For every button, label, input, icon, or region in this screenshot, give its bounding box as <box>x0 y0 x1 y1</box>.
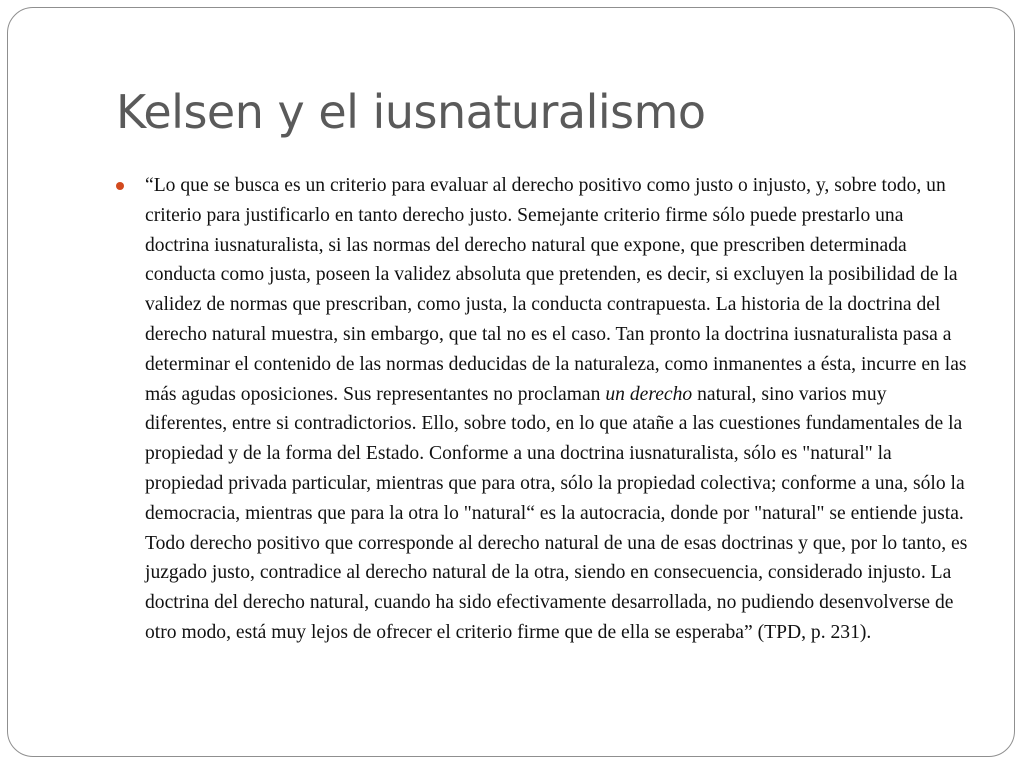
bullet-item <box>116 171 968 648</box>
bullet-dot-icon <box>116 182 124 190</box>
slide-title: Kelsen y el iusnaturalismo <box>116 85 706 139</box>
slide-frame <box>7 7 1015 757</box>
slide-content <box>116 171 968 648</box>
quote-text-start: “Lo que se busca es un criterio para evaluar al derecho positivo como justo o injusto, y, sobre todo, un criterio para justificarlo en tanto derecho justo. Semejante criterio firme sólo puede prestarlo una doctrina iusnaturalista, si las normas del derecho natural que expone, que prescriben determinada conducta como justa, poseen la validez absoluta que pretenden, es decir, si excluyen la posibilidad de la validez de normas que prescriban, como justa, la conducta contrapuesta. La historia de la doctrina del derecho natural muestra, sin embargo, que tal no es el caso. Tan pronto la doctrina iusnaturalista pasa a determinar el contenido de las normas deducidas de la naturaleza, como inmanentes a ésta, incurre en las más agudas oposiciones. Sus representantes no proclaman <box>145 175 967 405</box>
quote-text-end: natural, sino varios muy diferentes, entre si contradictorios. Ello, sobre todo, en lo que atañe a las cuestiones fundamentales de la propiedad y de la forma del Estado. Conforme a una doctrina iusnaturalista, sólo es "natural" la propiedad privada particular, mientras que para otra, sólo la propiedad colectiva; conforme a una, sólo la democracia, mientras que para la otra lo "natural“ es la autocracia, donde por "natural" se entiende justa. Todo derecho positivo que corresponde al derecho natural de una de esas doctrinas y que, por lo tanto, es juzgado justo, contradice al derecho natural de la otra, siendo en consecuencia, considerado injusto. La doctrina del derecho natural, cuando ha sido efectivamente desarrollada, no pudiendo desenvolverse de otro modo, está muy lejos de ofrecer el criterio firme que de ella se esperaba” (TPD, p. 231). <box>145 383 968 643</box>
quote-text-italic: un derecho <box>605 383 693 405</box>
